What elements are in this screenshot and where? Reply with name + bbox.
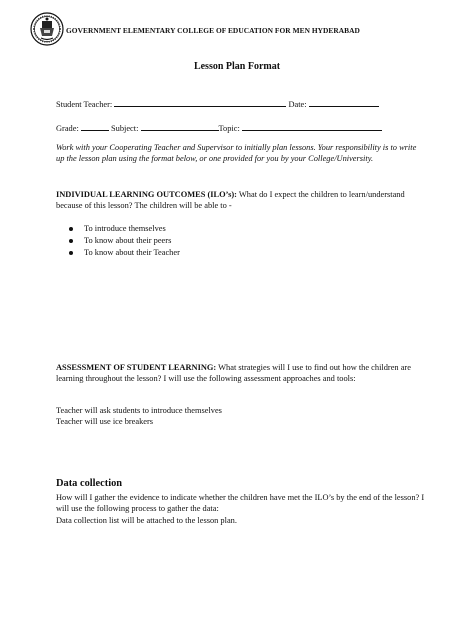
assessment-text: What strategies will I use to find out how the children are learning throughout the lesson? I will use the following assessment approaches and tools:: [56, 363, 411, 383]
ilo-item-text: To know about their Teacher: [84, 248, 180, 257]
grade-subject-topic-row: [56, 122, 382, 133]
topic-label: Topic:: [218, 124, 240, 133]
ilo-heading: INDIVIDUAL LEARNING OUTCOMES (ILO’s):: [56, 190, 237, 199]
subject-blank[interactable]: [141, 122, 219, 131]
date-label: Date:: [288, 100, 307, 109]
assessment-heading: ASSESSMENT OF STUDENT LEARNING:: [56, 363, 217, 372]
list-item: [56, 223, 180, 235]
bullet-icon: [69, 227, 73, 231]
document-header: [30, 12, 450, 48]
assessment-line-1: Teacher will ask students to introduce themselves: [56, 406, 222, 415]
assessment-paragraph: [56, 362, 426, 384]
student-teacher-label: Student Teacher:: [56, 100, 113, 109]
topic-blank[interactable]: [242, 122, 382, 131]
subject-label: Subject:: [110, 124, 139, 133]
student-teacher-blank[interactable]: [114, 98, 286, 107]
ilo-item-text: To introduce themselves: [84, 224, 166, 233]
data-collection-paragraph: How will I gather the evidence to indicate whether the children have met the ILO’s by the end of the lesson? I will use the following process to gather the data:: [56, 493, 425, 513]
data-collection-heading: Data collection: [56, 478, 123, 489]
page-title: Lesson Plan Format: [193, 61, 281, 72]
college-name: GOVERNMENT ELEMENTARY COLLEGE OF EDUCATION FOR MEN HYDERABAD: [66, 26, 360, 35]
ilo-list: [56, 223, 180, 259]
bullet-icon: [69, 251, 73, 255]
student-teacher-row: [56, 98, 379, 109]
list-item: [56, 247, 180, 259]
data-collection-line: Data collection list will be attached to the lesson plan.: [56, 516, 237, 525]
ilo-item-text: To know about their peers: [84, 236, 172, 245]
grade-blank[interactable]: [81, 122, 109, 131]
ilo-text: What do I expect the children to learn/understand because of this lesson? The children will be able to -: [56, 190, 405, 210]
instructions-paragraph: Work with your Cooperating Teacher and Supervisor to initially plan lessons. Your responsibility is to write up the lesson plan using the format below, or one provided for you by your College/University.: [56, 143, 417, 163]
list-item: [56, 235, 180, 247]
ilo-paragraph: [56, 189, 426, 211]
college-seal-logo: [30, 12, 64, 46]
date-blank[interactable]: [309, 98, 379, 107]
grade-label: Grade:: [56, 124, 79, 133]
assessment-line-2: Teacher will use ice breakers: [56, 417, 154, 426]
bullet-icon: [69, 239, 73, 243]
